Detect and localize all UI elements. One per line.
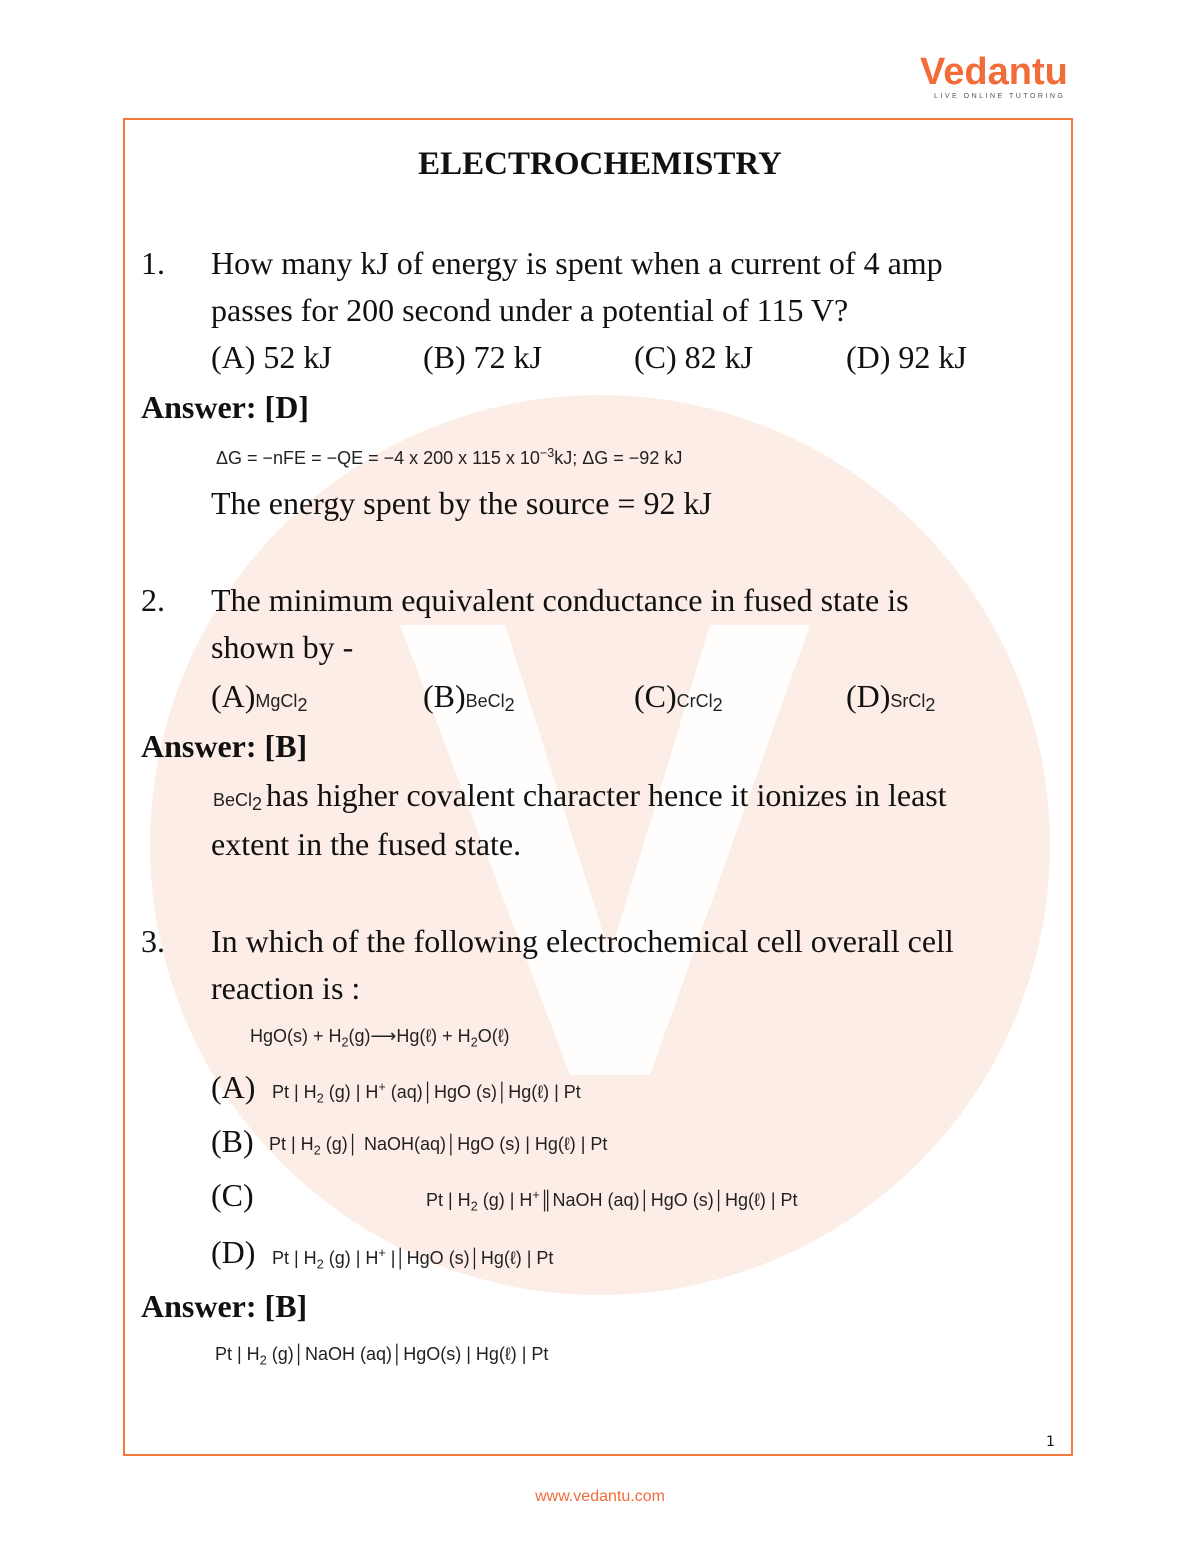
q2-exp-text: has higher covalent character hence it ionizes in least [266, 777, 947, 813]
q2-option-d-formula: SrCl [890, 691, 926, 711]
q3-option-a-part3: (aq)│HgO (s)│Hg(ℓ) | Pt [385, 1082, 581, 1102]
q3-number: 3. [141, 923, 165, 959]
q1-option-c: (C) 82 kJ [634, 339, 754, 375]
q3-option-a-sub: 2 [316, 1091, 324, 1106]
q2-text-line2: shown by - [211, 629, 354, 665]
q2-option-c-formula: CrCl [676, 691, 713, 711]
q3-option-c-part3: ║NaOH (aq)│HgO (s)│Hg(ℓ) | Pt [539, 1190, 798, 1210]
q3-option-b-label: (B) [211, 1123, 254, 1159]
page-title: ELECTROCHEMISTRY [418, 146, 782, 182]
q3-reaction-sub2: 2 [470, 1035, 478, 1050]
q3-reaction-a: HgO(s) + H [250, 1026, 342, 1046]
q3-option-d-sub: 2 [316, 1257, 324, 1272]
q3-answer-sub: 2 [259, 1353, 267, 1368]
footer-url-text[interactable]: www.vedantu.com [535, 1488, 665, 1505]
q2-option-d [846, 678, 935, 716]
q3-reaction-d: O(ℓ) [477, 1026, 510, 1046]
q3-option-c-label: (C) [211, 1177, 254, 1213]
q2-answer: Answer: [B] [141, 728, 308, 764]
q1-text-line1: How many kJ of energy is spent when a current of 4 amp [211, 245, 943, 281]
q3-option-a-part1: Pt | H [272, 1082, 317, 1102]
q3-reaction-b: (g) [348, 1026, 371, 1046]
q3-option-b-part2: (g)│ NaOH(aq)│HgO (s) | Hg(ℓ) | Pt [320, 1134, 608, 1154]
q1-equation [216, 446, 682, 469]
q2-option-b-sub: 2 [504, 695, 515, 716]
q3-answer-cell [215, 1344, 548, 1368]
q2-option-c-sub: 2 [712, 695, 723, 716]
q3-option-b [269, 1134, 607, 1158]
q2-text-line1: The minimum equivalent conductance in fused state is [211, 582, 909, 618]
q3-option-a-part2: (g) | H [323, 1082, 379, 1102]
q3-option-d [272, 1246, 553, 1272]
q1-option-d: (D) 92 kJ [846, 339, 967, 375]
q2-number: 2. [141, 582, 165, 618]
q2-option-b [423, 678, 515, 716]
q2-option-d-sub: 2 [925, 695, 936, 716]
q2-exp-formula: BeCl [213, 790, 253, 810]
q2-option-a-label: (A) [211, 678, 256, 714]
q2-explanation-line1 [213, 777, 947, 815]
q3-option-d-part2: (g) | H [323, 1248, 379, 1268]
q1-option-b: (B) 72 kJ [423, 339, 543, 375]
q3-option-a-label: (A) [211, 1069, 256, 1105]
q3-text-line1: In which of the following electrochemical cell overall cell [211, 923, 954, 959]
q3-option-a-sup: + [378, 1080, 386, 1094]
q3-option-d-part3: |│HgO (s)│Hg(ℓ) | Pt [385, 1248, 554, 1268]
q2-option-c [634, 678, 723, 716]
q2-option-a-sub: 2 [297, 695, 308, 716]
q3-option-a [272, 1080, 581, 1106]
q1-number: 1. [141, 245, 165, 281]
q1-answer: Answer: [D] [141, 389, 309, 425]
q3-option-c-part1: Pt | H [426, 1190, 471, 1210]
q3-option-d-sup: + [378, 1246, 386, 1260]
q2-option-b-label: (B) [423, 678, 466, 714]
q3-reaction-c: Hg(ℓ) + H [396, 1026, 471, 1046]
q3-option-c-part2: (g) | H [477, 1190, 533, 1210]
q3-reaction-sub1: 2 [341, 1035, 349, 1050]
reaction-arrow-icon: ⟶ [370, 1026, 397, 1046]
q3-option-b-sub: 2 [313, 1143, 321, 1158]
q1-text-line2: passes for 200 second under a potential of 115 V? [211, 292, 849, 328]
q1-option-a: (A) 52 kJ [211, 339, 332, 375]
q1-eq-part2: kJ; ΔG = −92 kJ [554, 448, 683, 468]
q2-option-d-label: (D) [846, 678, 891, 714]
q3-option-c-sub: 2 [470, 1199, 478, 1214]
q3-answer: Answer: [B] [141, 1288, 308, 1324]
q3-option-b-part1: Pt | H [269, 1134, 314, 1154]
q2-option-a-formula: MgCl [255, 691, 298, 711]
q3-option-c-sup: + [532, 1188, 540, 1202]
q3-answer-part2: (g)│NaOH (aq)│HgO(s) | Hg(ℓ) | Pt [266, 1344, 549, 1364]
q3-option-c [426, 1188, 798, 1214]
q2-explanation-line2: extent in the fused state. [211, 826, 522, 862]
q1-eq-exponent: −3 [539, 446, 555, 460]
q2-option-c-label: (C) [634, 678, 677, 714]
logo-tagline: LIVE ONLINE TUTORING [934, 93, 1066, 100]
q3-option-d-label: (D) [211, 1234, 256, 1270]
q1-eq-part1: ΔG = −nFE = −QE = −4 x 200 x 115 x 10 [216, 448, 540, 468]
q2-option-a [211, 678, 307, 716]
logo-wordmark: Vedantu [920, 51, 1068, 93]
q3-text-line2: reaction is : [211, 970, 361, 1006]
q1-explanation: The energy spent by the source = 92 kJ [211, 485, 712, 521]
q3-answer-part1: Pt | H [215, 1344, 260, 1364]
q3-option-d-part1: Pt | H [272, 1248, 317, 1268]
page-number: 1 [1046, 1434, 1055, 1450]
q2-option-b-formula: BeCl [465, 691, 505, 711]
q2-exp-sub: 2 [252, 794, 263, 815]
q3-reaction [250, 1026, 510, 1050]
